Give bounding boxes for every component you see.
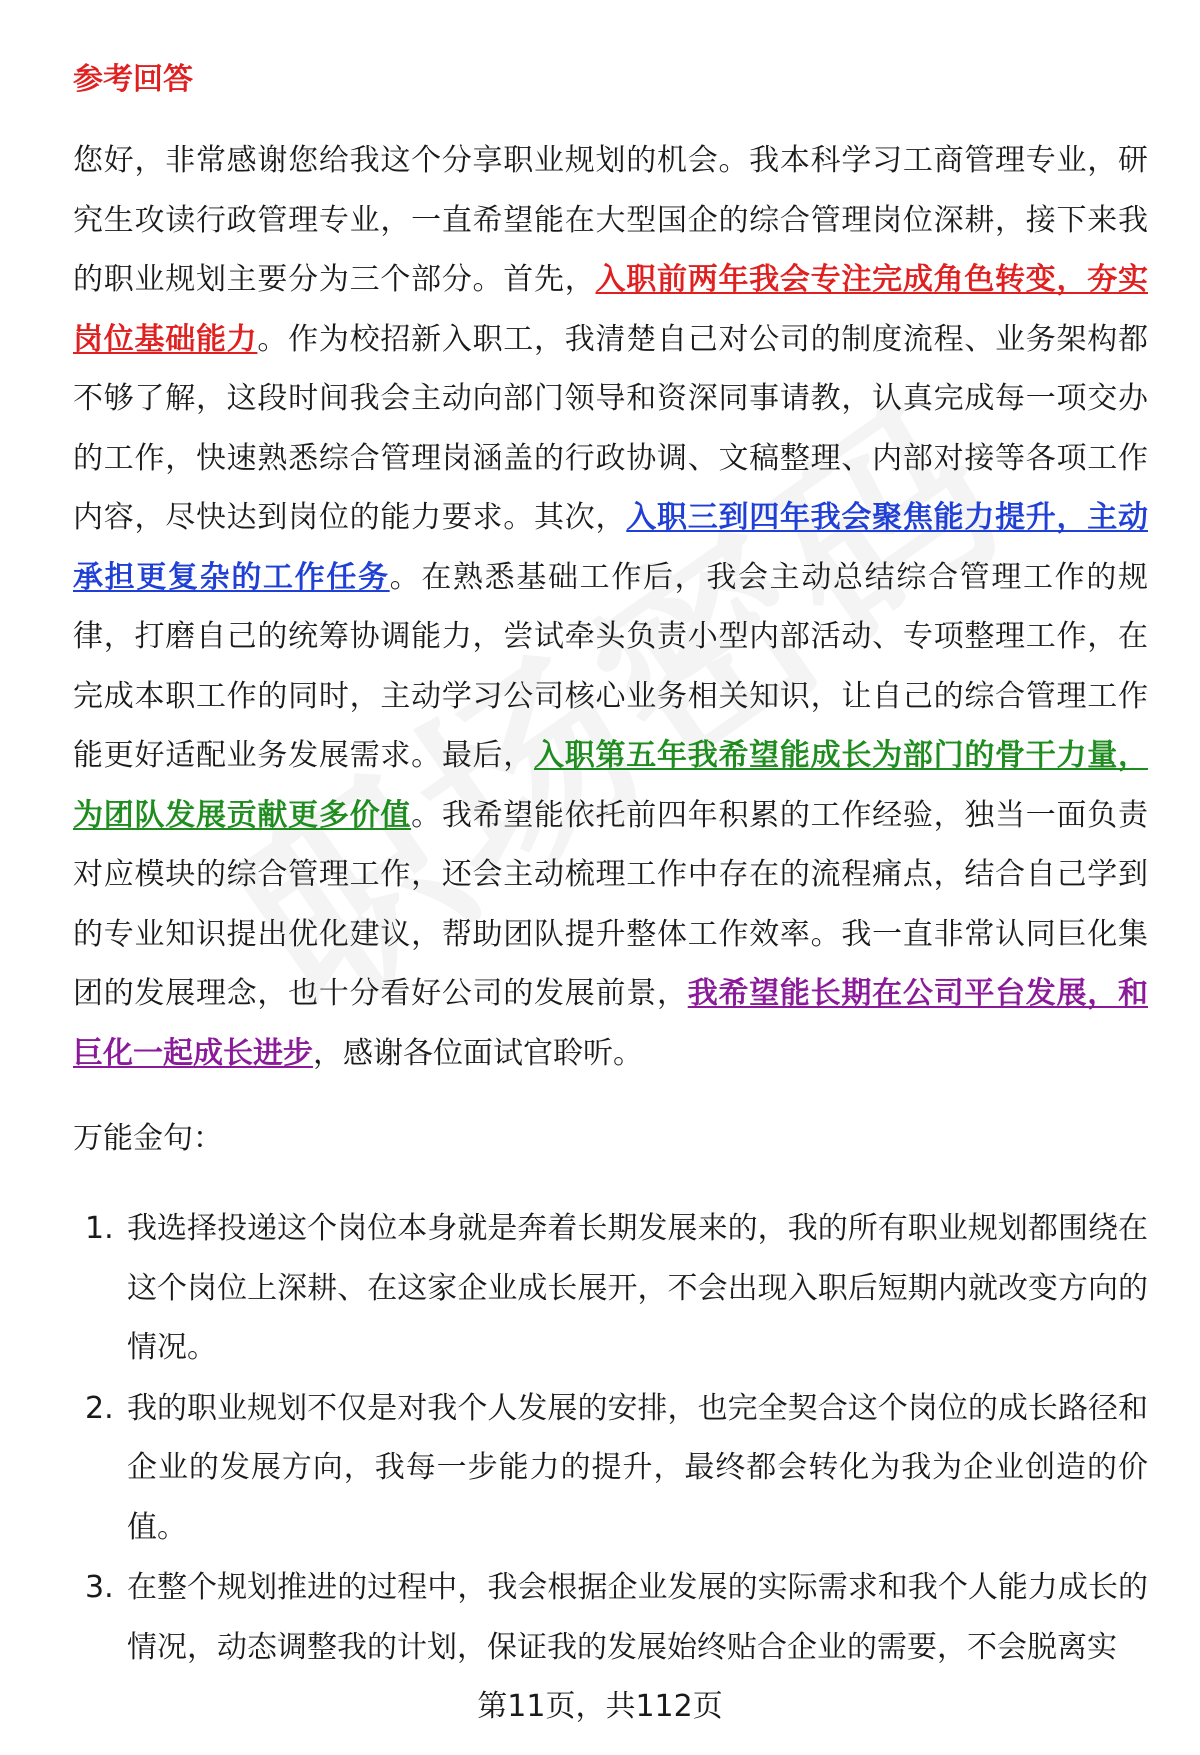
list-item-number: 1. xyxy=(85,1211,114,1246)
answer-text-5: ，感谢各位面试官聆听。 xyxy=(313,1035,643,1071)
list-item xyxy=(73,1379,1148,1558)
list-item-text: 我的职业规划不仅是对我个人发展的安排，也完全契合这个岗位的成长路径和企业的发展方向，我每一步能力的提升，最终都会转化为我为企业创造的价值。 xyxy=(127,1390,1148,1545)
answer-text-4: 。我希望能依托前四年积累的工作经验，独当一面负责对应模块的综合管理工作，还会主动梳理工作中存在的流程痛点，结合自己学到的专业知识提出优化建议，帮助团队提升整体工作效率。我一直非常认同巨化集团的发展理念，也十分看好公司的发展前景， xyxy=(73,797,1149,1011)
highlight-phase-3: 入职第五年我希望能成长为部门的骨干力量，为团队发展贡献更多价值 xyxy=(73,738,1149,833)
list-item xyxy=(73,1199,1148,1378)
list-item-text: 我选择投递这个岗位本身就是奔着长期发展来的，我的所有职业规划都围绕在这个岗位上深耕、在这家企业成长展开，不会出现入职后短期内就改变方向的情况。 xyxy=(127,1211,1148,1365)
list-item xyxy=(73,1558,1148,1677)
list-item-text: 在整个规划推进的过程中，我会根据企业发展的实际需求和我个人能力成长的情况，动态调整我的计划，保证我的发展始终贴合企业的需要，不会脱离实 xyxy=(127,1570,1148,1665)
golden-sentences-list xyxy=(73,1199,1148,1678)
page-number-footer: 第11页，共112页 xyxy=(477,1689,723,1724)
golden-sentences-title: 万能金句： xyxy=(73,1121,223,1156)
highlight-phase-1: 入职前两年我会专注完成角色转变，夯实岗位基础能力 xyxy=(73,262,1148,357)
highlight-closing: 我希望能长期在公司平台发展，和巨化一起成长进步 xyxy=(73,976,1149,1071)
list-item-number: 2. xyxy=(85,1390,114,1426)
answer-text-3: 。在熟悉基础工作后，我会主动总结综合管理工作的规律，打磨自己的统筹协调能力，尝试牵头负责小型内部活动、专项整理工作，在完成本职工作的同时，主动学习公司核心业务相关知识，让自己的综合管理工作能更好适配业务发展需求。最后， xyxy=(73,559,1149,773)
section-heading: 参考回答 xyxy=(73,62,193,97)
list-item-number: 3. xyxy=(85,1570,114,1605)
answer-paragraph xyxy=(73,131,1148,1083)
highlight-phase-2: 入职三到四年我会聚焦能力提升，主动承担更复杂的工作任务 xyxy=(73,500,1149,595)
answer-text-2: 。作为校招新入职工，我清楚自己对公司的制度流程、业务架构都不够了解，这段时间我会主动向部门领导和资深同事请教，认真完成每一项交办的工作，快速熟悉综合管理岗涵盖的行政协调、文稿整理、内部对接等各项工作内容，尽快达到岗位的能力要求。其次， xyxy=(73,321,1149,535)
answer-text-1: 您好，非常感谢您给我这个分享职业规划的机会。我本科学习工商管理专业，研究生攻读行政管理专业，一直希望能在大型国企的综合管理岗位深耕，接下来我的职业规划主要分为三个部分。首先， xyxy=(73,143,1148,297)
